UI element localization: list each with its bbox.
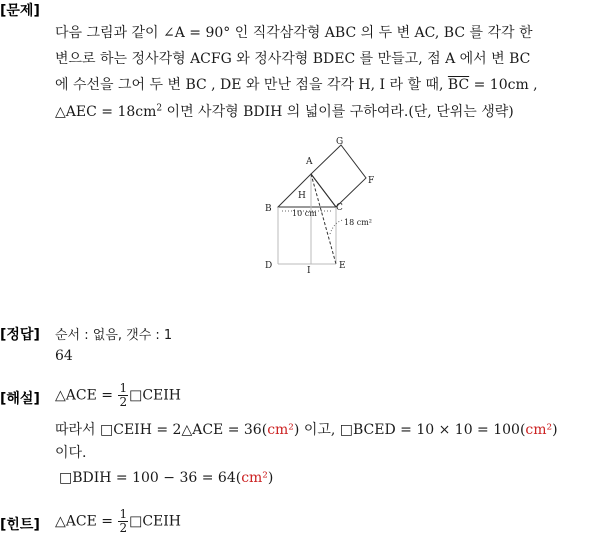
explanation-label: [해설] (0, 391, 40, 407)
answer-label: [정답] (0, 327, 40, 343)
fraction-denominator: 2 (119, 395, 128, 409)
explanation-line-4-text: □BDIH = 100 − 36 = 64( (59, 470, 242, 486)
problem-line-3 (55, 74, 538, 94)
segment-bc: $\overline{BC}$ (447, 77, 470, 93)
explanation-line-1 (55, 382, 181, 409)
label-b: B (265, 204, 272, 214)
label-h: H (298, 191, 306, 201)
explanation-line-2-mid: ) 이고, □BCED = 10 × 10 = 100( (293, 422, 526, 438)
label-bc-length: 10 cm (292, 209, 317, 218)
label-g: G (336, 137, 344, 147)
triangle-abc (278, 174, 336, 207)
label-e: E (339, 261, 346, 271)
hint-fraction-denominator: 2 (119, 521, 128, 535)
fraction-numerator: 1 (119, 381, 128, 395)
fraction-half (118, 382, 128, 409)
problem-line-2: 변으로 하는 정사각형 ACFG 와 정사각형 BDEC 를 만들고, 점 A 에서 변 BC (55, 51, 531, 67)
explanation-line-4-tail: ) (267, 470, 274, 486)
hint-line-1-text: △ACE = (55, 513, 113, 530)
answer-meta: 순서 : 없음, 갯수 : 1 (55, 328, 173, 343)
problem-line-4-tail: 이면 사각형 BDIH 의 넓이를 구하여라.(단, 단위는 생략) (162, 104, 514, 120)
label-d: D (265, 261, 273, 271)
label-c: C (336, 203, 343, 213)
problem-line-4-text: △AEC = 18cm (55, 104, 157, 120)
hint-line-1 (55, 508, 181, 535)
label-area: 18 cm² (344, 218, 372, 227)
explanation-line-1-tail: □CEIH (129, 387, 181, 404)
unit-cm2: cm² (267, 422, 294, 438)
explanation-line-2 (55, 419, 558, 439)
explanation-line-3: 이다. (55, 445, 87, 461)
explanation-line-2-text: 따라서 □CEIH = 2△ACE = 36( (55, 422, 268, 438)
unit-cm2-second: cm² (525, 422, 553, 438)
hint-line-1-tail: □CEIH (129, 513, 181, 530)
problem-line-3-text: 에 수선을 그어 두 변 BC , DE 와 만난 점을 각각 H, I 라 할 때, (55, 77, 444, 93)
problem-line-4-sup: 2 (156, 103, 163, 114)
hint-fraction-numerator: 1 (119, 507, 128, 521)
problem-label: [문제] (0, 3, 40, 19)
problem-line-3-tail: = 10cm , (469, 77, 538, 93)
label-f: F (368, 176, 375, 186)
segment-ae (311, 174, 336, 264)
problem-line-1: 다음 그림과 같이 ∠A = 90° 인 직각삼각형 ABC 의 두 변 AC, BC 를 각각 한 (55, 25, 533, 41)
answer-value: 64 (55, 348, 73, 364)
label-a: A (306, 157, 313, 167)
hint-fraction-half (118, 508, 128, 535)
unit-cm2-third: cm² (241, 470, 268, 486)
label-i: I (307, 266, 311, 276)
explanation-line-4 (59, 470, 273, 486)
segment-he (311, 174, 336, 207)
hint-label: [힌트] (0, 517, 40, 533)
problem-line-4 (55, 101, 514, 121)
explanation-line-1-text: △ACE = (55, 387, 113, 404)
geometry-figure (0, 132, 589, 292)
square-acfg (311, 145, 366, 207)
explanation-line-2-tail: ) (552, 422, 558, 438)
